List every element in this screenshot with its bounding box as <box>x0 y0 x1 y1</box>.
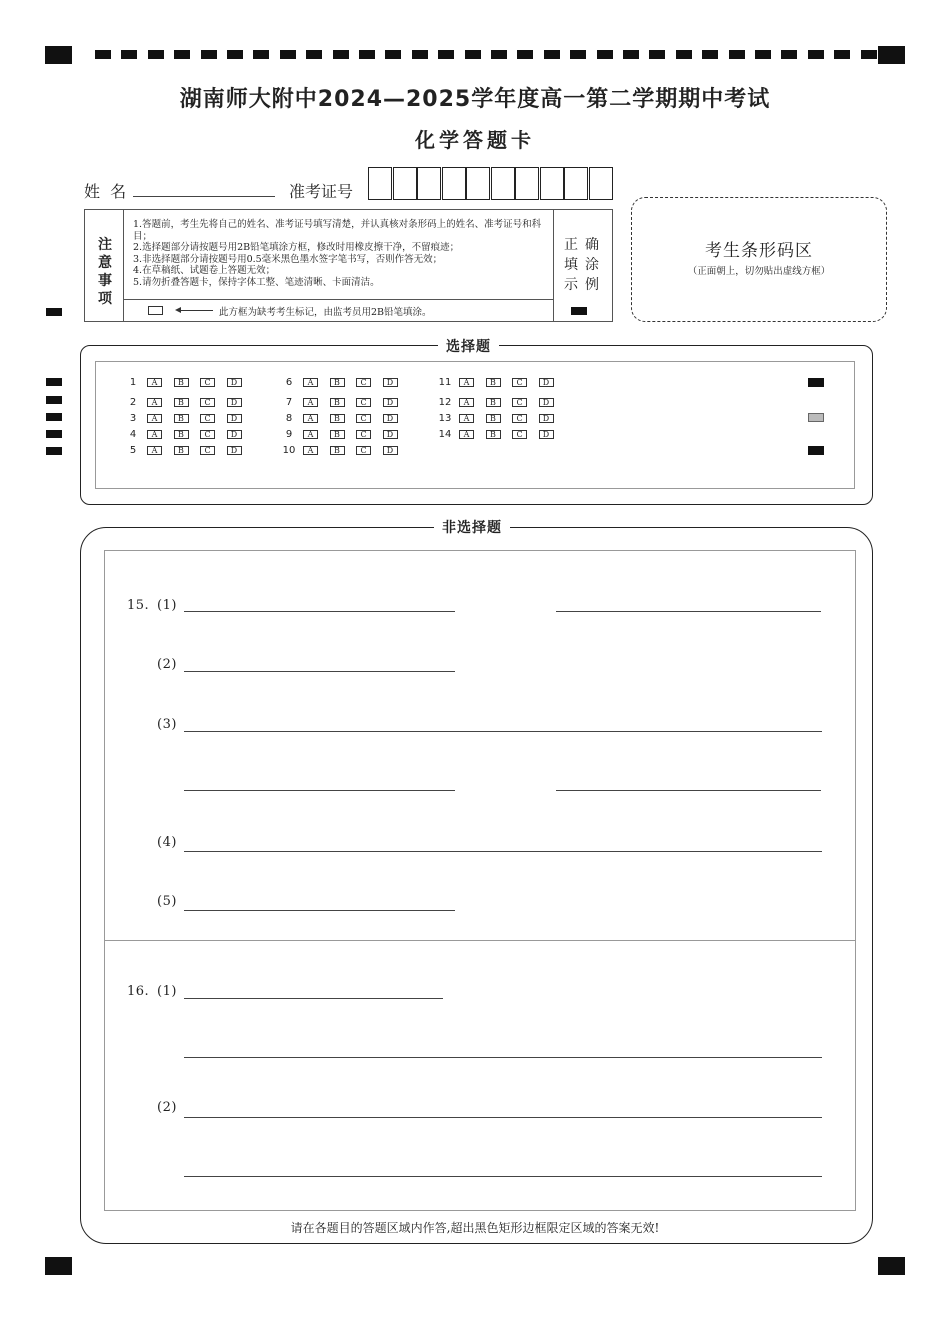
example-char: 正 <box>564 237 578 253</box>
timing-dash <box>306 50 322 59</box>
choice-question-3 <box>126 413 266 425</box>
timing-dash <box>465 50 481 59</box>
absent-note: 此方框为缺考考生标记，由监考员用2B铅笔填涂。 <box>219 307 432 318</box>
q16-1-answer-line[interactable] <box>184 998 443 999</box>
notice-rules <box>133 219 553 288</box>
timing-dash <box>491 50 507 59</box>
question-number: 13 <box>438 413 452 424</box>
timing-dash <box>201 50 217 59</box>
option-box-c[interactable]: C <box>356 378 371 387</box>
timing-dash <box>280 50 296 59</box>
timing-dash <box>174 50 190 59</box>
option-box-c[interactable]: C <box>356 398 371 407</box>
example-char: 涂 <box>585 257 599 273</box>
example-char: 例 <box>585 277 599 293</box>
option-box-a[interactable]: A <box>303 446 318 455</box>
q15-4-answer-line[interactable] <box>184 851 822 852</box>
q15-2-answer-line[interactable] <box>184 671 455 672</box>
timing-dash <box>623 50 639 59</box>
option-box-a[interactable]: A <box>303 414 318 423</box>
answer-area-footer: 请在各题目的答题区域内作答,超出黑色矩形边框限定区域的答案无效! <box>290 1221 660 1235</box>
timing-dash <box>649 50 665 59</box>
side-mark <box>46 447 62 455</box>
q15-3-answer-line-c[interactable] <box>556 790 821 791</box>
barcode-area[interactable] <box>631 197 887 322</box>
q15-3-answer-line-b[interactable] <box>184 790 455 791</box>
option-box-a[interactable]: A <box>459 398 474 407</box>
question-number: 11 <box>438 377 452 388</box>
timing-dash <box>227 50 243 59</box>
choice-question-8 <box>282 413 422 425</box>
id-digit-box[interactable] <box>491 167 515 200</box>
side-mark <box>46 396 62 404</box>
exam-subtitle: 化学答题卡 <box>415 128 535 152</box>
name-field[interactable] <box>133 196 275 197</box>
barcode-note: （正面朝上，切勿贴出虚线方框） <box>687 266 831 277</box>
option-box-d[interactable]: D <box>227 414 242 423</box>
id-label: 准考证号 <box>289 182 354 201</box>
id-digit-box[interactable] <box>442 167 466 200</box>
timing-dash <box>808 50 824 59</box>
q15-part-label: (4) <box>157 835 177 850</box>
option-box-d[interactable]: D <box>539 398 554 407</box>
choice-question-5 <box>126 445 266 457</box>
notice-heading-char: 事 <box>98 273 112 289</box>
notice-rule: 4.在草稿纸、试题卷上答题无效； <box>133 265 276 276</box>
option-box-d[interactable]: D <box>539 430 554 439</box>
timing-dash <box>517 50 533 59</box>
question-number: 10 <box>282 445 296 456</box>
q16-part-label: (2) <box>157 1100 177 1115</box>
option-box-d[interactable]: D <box>383 378 398 387</box>
option-box-d[interactable]: D <box>227 378 242 387</box>
q15-3-answer-line[interactable] <box>184 731 822 732</box>
option-box-c[interactable]: C <box>356 430 371 439</box>
side-mark <box>46 308 62 316</box>
exam-title: 湖南师大附中2024—2025学年度高一第二学期期中考试 <box>179 87 771 112</box>
timing-dash <box>253 50 269 59</box>
notice-heading <box>85 210 124 321</box>
option-box-d[interactable]: D <box>383 430 398 439</box>
choice-section-title: 选择题 <box>438 336 499 356</box>
option-box-c[interactable]: C <box>200 378 215 387</box>
option-box-d[interactable]: D <box>227 398 242 407</box>
q15-part-label: (2) <box>157 657 177 672</box>
option-box-d[interactable]: D <box>383 446 398 455</box>
choice-question-9 <box>282 429 422 441</box>
option-box-b[interactable]: B <box>174 430 189 439</box>
option-box-a[interactable]: A <box>147 414 162 423</box>
option-box-a[interactable]: A <box>147 398 162 407</box>
arrow-left-icon <box>177 310 213 311</box>
question-number: 12 <box>438 397 452 408</box>
question-number: 3 <box>129 413 137 424</box>
choice-question-13 <box>438 413 578 425</box>
option-box-c[interactable]: C <box>512 414 527 423</box>
arrow-head-icon <box>175 307 181 313</box>
option-box-c[interactable]: C <box>356 414 371 423</box>
notice-box <box>84 209 613 322</box>
q15-part-label: (5) <box>157 894 177 909</box>
id-digit-box[interactable] <box>540 167 564 200</box>
choice-question-1 <box>126 377 266 389</box>
filled-example-mark <box>571 307 587 315</box>
timing-dash <box>412 50 428 59</box>
option-box-a[interactable]: A <box>147 430 162 439</box>
option-box-c[interactable]: C <box>200 430 215 439</box>
side-mark <box>46 430 62 438</box>
timing-dash <box>95 50 111 59</box>
q15-1-answer-line-b[interactable] <box>556 611 821 612</box>
timing-dash <box>333 50 349 59</box>
option-box-d[interactable]: D <box>539 414 554 423</box>
option-box-b[interactable]: B <box>174 414 189 423</box>
option-box-a[interactable]: A <box>303 378 318 387</box>
timing-dash <box>385 50 401 59</box>
notice-rule: 3.非选择题部分请按题号用0.5毫米黑色墨水签字笔书写，否则作答无效； <box>133 253 443 265</box>
option-box-b[interactable]: B <box>330 414 345 423</box>
option-box-b[interactable]: B <box>486 378 501 387</box>
question-number: 5 <box>129 445 137 456</box>
question-number: 14 <box>438 429 452 440</box>
option-box-a[interactable]: A <box>147 446 162 455</box>
nonchoice-section-title: 非选择题 <box>434 517 510 537</box>
timing-dash <box>570 50 586 59</box>
option-box-b[interactable]: B <box>330 446 345 455</box>
option-box-a[interactable]: A <box>303 398 318 407</box>
timing-dash <box>729 50 745 59</box>
question-number: 9 <box>285 429 293 440</box>
id-digit-box[interactable] <box>515 167 539 200</box>
option-box-b[interactable]: B <box>330 398 345 407</box>
q15-part-label: (3) <box>157 717 177 732</box>
question-number: 1 <box>129 377 137 388</box>
notice-heading-char: 项 <box>98 291 112 307</box>
corner-mark-top-right <box>878 46 905 64</box>
id-digit-box[interactable] <box>564 167 588 200</box>
option-box-b[interactable]: B <box>330 430 345 439</box>
timing-dash <box>834 50 850 59</box>
timing-dash <box>781 50 797 59</box>
option-box-c[interactable]: C <box>200 414 215 423</box>
example-char: 确 <box>585 237 599 253</box>
choice-mark-gray <box>808 413 824 422</box>
answer-inner-box <box>104 550 856 1211</box>
timing-dash <box>438 50 454 59</box>
answer-divider <box>104 940 856 941</box>
choice-question-7 <box>282 397 422 409</box>
corner-mark-bottom-left <box>45 1257 72 1275</box>
timing-dash <box>861 50 877 59</box>
question-number: 4 <box>129 429 137 440</box>
q15-5-answer-line[interactable] <box>184 910 455 911</box>
choice-question-14 <box>438 429 578 441</box>
question-16-number: 16. <box>127 984 150 999</box>
corner-mark-top-left <box>45 46 72 64</box>
q16-part-label: (1) <box>157 984 177 999</box>
notice-heading-char: 意 <box>98 255 112 271</box>
timing-dash <box>359 50 375 59</box>
timing-dash <box>755 50 771 59</box>
option-box-c[interactable]: C <box>512 378 527 387</box>
choice-question-12 <box>438 397 578 409</box>
question-15-number: 15. <box>127 598 150 613</box>
option-box-a[interactable]: A <box>147 378 162 387</box>
question-number: 6 <box>285 377 293 388</box>
notice-rule: 5.请勿折叠答题卡，保持字体工整、笔迹清晰、卡面清洁。 <box>133 276 380 288</box>
correct-fill-example <box>553 210 613 321</box>
q15-part-label: (1) <box>157 598 177 613</box>
choice-question-10 <box>282 445 422 457</box>
option-box-a[interactable]: A <box>459 430 474 439</box>
question-number: 7 <box>285 397 293 408</box>
notice-rule: 2.选择题部分请按题号用2B铅笔填涂方框，修改时用橡皮擦干净，不留痕迹； <box>133 242 460 253</box>
option-box-d[interactable]: D <box>227 430 242 439</box>
q15-1-answer-line[interactable] <box>184 611 455 612</box>
notice-rule: 1.答题前，考生先将自己的姓名、准考证号填写清楚，并认真核对条形码上的姓名、准考证号和科目； <box>133 219 542 242</box>
side-mark <box>46 378 62 386</box>
timing-dash <box>597 50 613 59</box>
option-box-b[interactable]: B <box>486 414 501 423</box>
option-box-b[interactable]: B <box>174 378 189 387</box>
option-box-c[interactable]: C <box>200 398 215 407</box>
timing-dash <box>702 50 718 59</box>
option-box-b[interactable]: B <box>174 398 189 407</box>
option-box-d[interactable]: D <box>539 378 554 387</box>
choice-question-6 <box>282 377 422 389</box>
q16-2-answer-line-b[interactable] <box>184 1176 822 1177</box>
timing-dash <box>121 50 137 59</box>
choice-mark <box>808 446 824 455</box>
option-box-d[interactable]: D <box>383 398 398 407</box>
absent-mark-box[interactable] <box>148 306 163 315</box>
choice-question-2 <box>126 397 266 409</box>
choice-mark <box>808 378 824 387</box>
option-box-c[interactable]: C <box>200 446 215 455</box>
option-box-b[interactable]: B <box>486 398 501 407</box>
option-box-b[interactable]: B <box>486 430 501 439</box>
choice-question-11 <box>438 377 578 389</box>
barcode-title: 考生条形码区 <box>705 241 813 261</box>
q16-1-answer-line-b[interactable] <box>184 1057 822 1058</box>
id-digit-box[interactable] <box>589 167 613 200</box>
notice-heading-char: 注 <box>98 237 112 253</box>
option-box-a[interactable]: A <box>303 430 318 439</box>
name-label: 姓 名 <box>84 182 127 201</box>
timing-dash <box>148 50 164 59</box>
option-box-b[interactable]: B <box>330 378 345 387</box>
id-digit-box[interactable] <box>393 167 417 200</box>
example-char: 填 <box>564 257 578 273</box>
id-digit-box[interactable] <box>417 167 441 200</box>
option-box-b[interactable]: B <box>174 446 189 455</box>
timing-dash <box>676 50 692 59</box>
option-box-c[interactable]: C <box>512 398 527 407</box>
side-mark <box>46 413 62 421</box>
option-box-d[interactable]: D <box>227 446 242 455</box>
example-char: 示 <box>564 277 578 293</box>
notice-divider <box>123 299 553 300</box>
question-number: 8 <box>285 413 293 424</box>
option-box-d[interactable]: D <box>383 414 398 423</box>
option-box-c[interactable]: C <box>512 430 527 439</box>
option-box-c[interactable]: C <box>356 446 371 455</box>
id-digit-box[interactable] <box>466 167 490 200</box>
timing-dash <box>544 50 560 59</box>
option-box-a[interactable]: A <box>459 378 474 387</box>
id-digit-box[interactable] <box>368 167 392 200</box>
option-box-a[interactable]: A <box>459 414 474 423</box>
question-number: 2 <box>129 397 137 408</box>
choice-question-4 <box>126 429 266 441</box>
corner-mark-bottom-right <box>878 1257 905 1275</box>
q16-2-answer-line[interactable] <box>184 1117 822 1118</box>
